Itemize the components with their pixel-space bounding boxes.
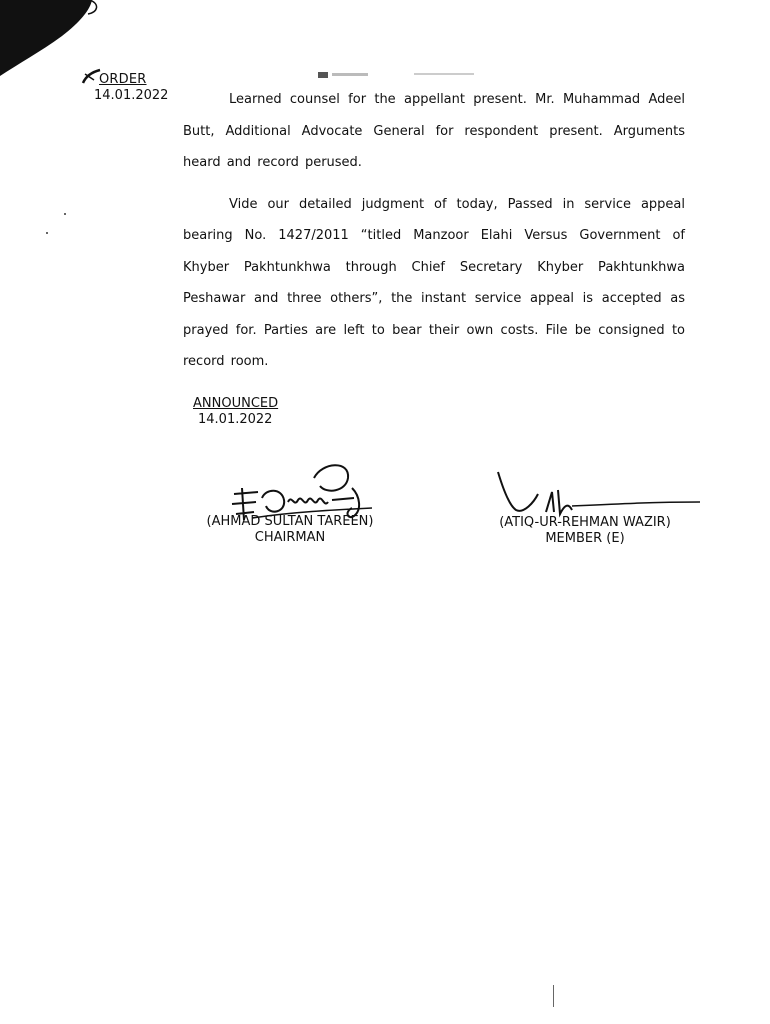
scan-speck [46, 232, 48, 234]
scan-smudge [318, 70, 488, 80]
announced-date: 14.01.2022 [198, 412, 273, 427]
chairman-name: (AHMAD SULTAN TAREEN) [206, 514, 374, 529]
paragraph-decision: Vide our detailed judgment of today, Passed in service appeal bearing No. 1427/2011 “titled Manzoor Elahi Versus Government of Khyber Pakhtunkhwa through Chief Secretary Khyber Pakhtunkhwa Peshawar and three others”, the instant service appeal is accepted as prayed for. Parties are left to bear their own costs. File be consigned to record room. [183, 196, 685, 369]
member-title: MEMBER (E) [545, 531, 625, 546]
announcement [193, 396, 278, 428]
chairman-signature-block [190, 514, 390, 546]
order-body [183, 84, 685, 388]
member-signature-block [480, 515, 690, 547]
order-date: 14.01.2022 [94, 88, 169, 103]
member-name: (ATIQ-UR-REHMAN WAZIR) [499, 515, 671, 530]
scan-speck [553, 985, 554, 1007]
order-heading: ORDER [99, 72, 147, 87]
paragraph-attendance: Learned counsel for the appellant present. Mr. Muhammad Adeel Butt, Additional Advocate General for respondent present. Arguments heard and record perused. [183, 92, 685, 170]
scan-speck [64, 213, 66, 215]
announced-label: ANNOUNCED [193, 396, 279, 411]
chairman-title: CHAIRMAN [254, 530, 326, 545]
member-signature [494, 466, 704, 522]
